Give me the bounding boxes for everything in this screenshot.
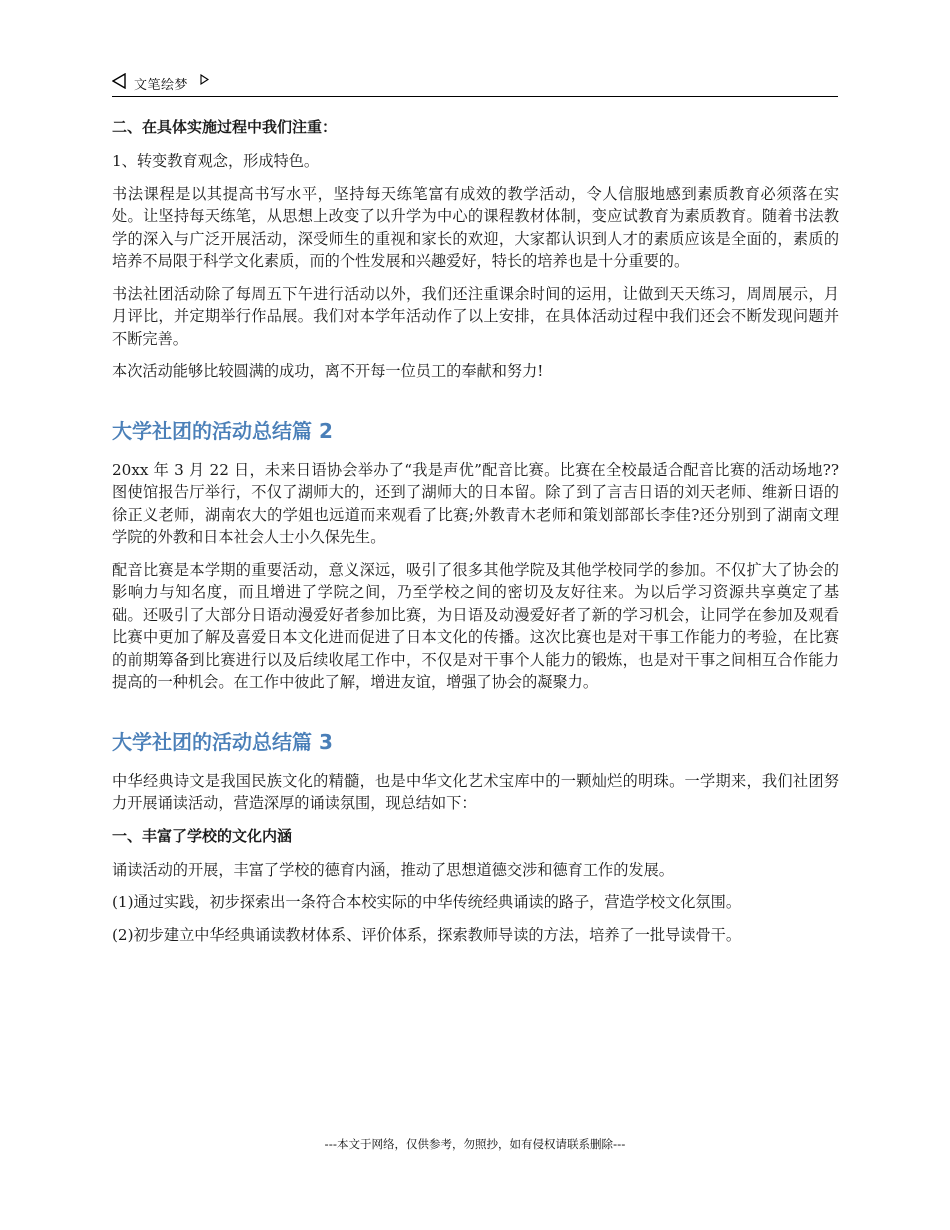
paragraph: 诵读活动的开展，丰富了学校的德育内涵，推动了思想道德交涉和德育工作的发展。 — [112, 860, 674, 879]
article-title: 大学社团的活动总结篇 3 — [112, 729, 333, 754]
list-item: (1)通过实践，初步探索出一条符合本校实际的中华传统经典诵读的路子，营造学校文化氛围。 — [112, 893, 742, 911]
document-body — [112, 106, 839, 956]
article-title: 大学社团的活动总结篇 2 — [112, 418, 333, 443]
right-triangle-icon — [200, 74, 209, 85]
paragraph: 本次活动能够比较圆满的成功，离不开每一位员工的奉献和努力! — [112, 362, 544, 380]
paragraph: 配音比赛是本学期的重要活动，意义深远，吸引了很多其他学院及其他学校同学的参加。不仅扩大了协会的影响力与知名度，而且增进了学院之间，乃至学校之间的密切及友好往来。为以后学习资源共享奠定了基础。还吸引了大部分日语动漫爱好者参加比赛，为日语及动漫爱好者了新的学习机会，让同学在参加及观看比赛中更加了解及喜爱日本文化进而促进了日本文化的传播。这次比赛也是对干事工作能力的考验，在比赛的前期筹备到比赛进行以及后续收尾工作中，不仅是对干事个人能力的锻炼，也是对干事之间相互合作能力提高的一种机会。在工作中彼此了解，增进友谊，增强了协会的凝聚力。 — [112, 560, 839, 691]
list-item: 1、转变教育观念，形成特色。 — [112, 152, 320, 170]
left-triangle-icon — [112, 73, 126, 89]
paragraph: 书法社团活动除了每周五下午进行活动以外，我们还注重课余时间的运用，让做到天天练习，周周展示，月月评比，并定期举行作品展。我们对本学年活动作了以上安排，在具体活动过程中我们还会不断发现问题并不断完善。 — [112, 284, 839, 348]
section-heading: 二、在具体实施过程中我们注重： — [112, 118, 338, 136]
paragraph: 中华经典诗文是我国民族文化的精髓，也是中华文化艺术宝库中的一颗灿烂的明珠。一学期来，我们社团努力开展诵读活动，营造深厚的诵读氛围，现总结如下： — [112, 771, 839, 812]
list-item: (2)初步建立中华经典诵读教材体系、评价体系，探索教师导读的方法，培养了一批导读骨干。 — [112, 925, 742, 944]
paragraph: 20xx 年 3 月 22 日，未来日语协会举办了“我是声优”配音比赛。比赛在全校最适合配音比赛的活动场地??图使馆报告厅举行，不仅了湖师大的，还到了湖师大的日本留。除了到了言吉日语的刘天老师、维新日语的徐正义老师，湖南农大的学姐也远道而来观看了比赛;外教青木老师和策划部部长李佳?还分别到了湖南文理学院的外教和日本社会人士小久保先生。 — [112, 460, 839, 546]
brand-name: 文笔绘梦 — [134, 78, 189, 93]
page-header — [112, 70, 838, 97]
paragraph: 书法课程是以其提高书写水平，坚持每天练笔富有成效的教学活动，令人信服地感到素质教育必须落在实处。让坚持每天练笔，从思想上改变了以升学为中心的课程教材体制，变应试教育为素质教育。随着书法教学的深入与广泛开展活动，深受师生的重视和家长的欢迎，大家都认识到人才的素质应该是全面的，素质的培养不局限于科学文化素质，而的个性发展和兴趣爱好，特长的培养也是十分重要的。 — [112, 184, 839, 270]
section-heading: 一、丰富了学校的文化内涵 — [112, 826, 293, 845]
page-footer: ---本文于网络，仅供参考，勿照抄，如有侵权请联系删除--- — [324, 1137, 626, 1151]
